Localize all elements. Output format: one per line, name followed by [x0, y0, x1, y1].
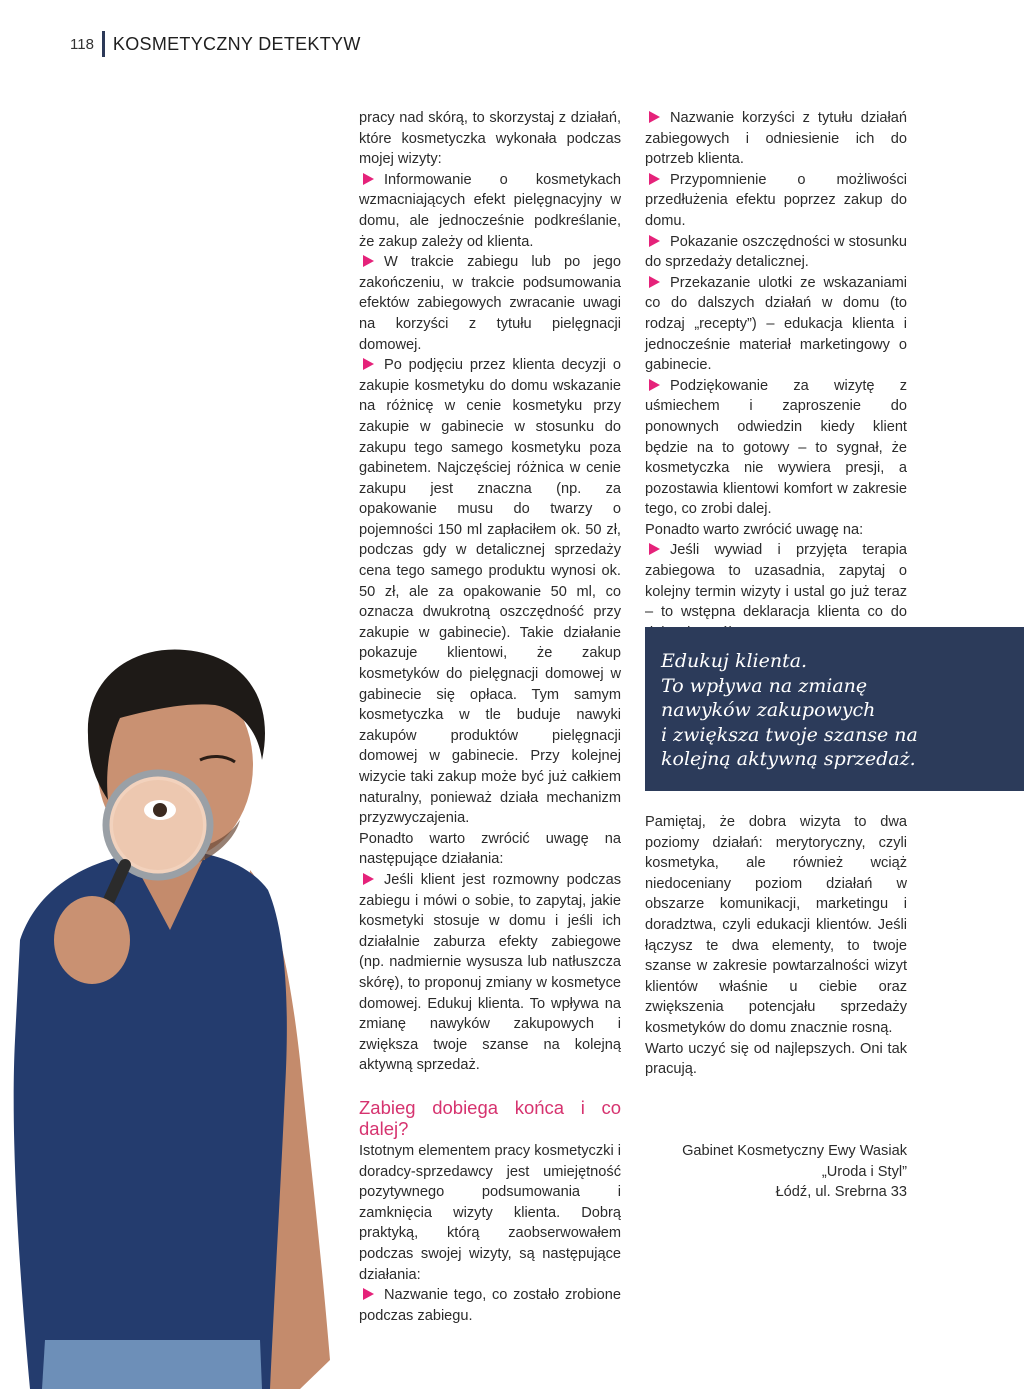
paragraph: Warto uczyć się od najlepszych. Oni tak pracują.	[645, 1040, 907, 1078]
page-number: 118	[70, 35, 94, 53]
signature-line: Gabinet Kosmetyczny Ewy Wasiak	[682, 1143, 907, 1159]
bullet-triangle-icon	[649, 379, 660, 391]
bullet-triangle-icon	[363, 358, 374, 370]
pull-quote-box	[645, 627, 1024, 791]
pull-quote: Edukuj klienta. To wpływa na zmianę nawyków zakupowych i zwiększa twoje szanse na kolejną aktywną sprzedaż.	[661, 650, 918, 770]
signature-line: Łódź, ul. Srebrna 33	[775, 1184, 907, 1201]
bullet-item: Przekazanie ulotki ze wskazaniami co do dalszych działań w domu (to rodzaj „recepty”) – edukacja klienta i jednocześnie materiał marketingowy o gabinecie.	[645, 274, 907, 374]
bullet-item: W trakcie zabiegu lub po jego zakończeniu, w trakcie podsumowania efektów zabiegowych zwracanie uwagi na korzyści z tytułu pielęgnacji domowej.	[359, 254, 621, 353]
signature-line: „Uroda i Styl”	[821, 1163, 907, 1180]
bullet-item: Nazwanie tego, co zostało zrobione podczas zabiegu.	[359, 1287, 621, 1324]
section-body	[359, 1141, 621, 1326]
bullet-item: Pokazanie oszczędności w stosunku do sprzedaży detalicznej.	[645, 233, 907, 271]
bullet-item: Podziękowanie za wizytę z uśmiechem i zaproszenie do ponownych odwiedzin kiedy klient będzie na to gotowy – to sygnał, że kosmetyczka nie wywiera presji, a pozostawia klientowi komfort w zakresie tego, co zrobi dalej.	[645, 377, 907, 518]
signature-block	[645, 1141, 907, 1203]
page-header	[70, 30, 361, 58]
bullet-item: Informowanie o kosmetykach wzmacniających efekt pielęgnacyjny w domu, ale jednocześnie podkreślanie, że zakup zależy od klienta.	[359, 171, 621, 250]
bullet-triangle-icon	[363, 255, 374, 267]
right-column-lower	[645, 812, 907, 1080]
bullet-triangle-icon	[649, 276, 660, 288]
bullet-triangle-icon	[363, 873, 374, 885]
bullet-item: Nazwanie korzyści z tytułu działań zabiegowych i odniesienie ich do potrzeb klienta.	[645, 110, 907, 168]
bullet-item: Po podjęciu przez klienta decyzji o zakupie kosmetyku do domu wskazanie na różnicę w cenie kosmetyku przy zakupie w gabinecie w stosunku do zakupu tego samego kosmetyku poza gabinetem. Najczęściej różnica w cenie zakupu jest znaczna (np. za opakowanie musu do twarzy o pojemności 150 ml zapłaciłem ok. 50 zł, podczas gdy w detalicznej sprzedaży cena tego samego produktu wynosi ok. 50 zł, ale za opakowanie 50 ml, co oznacza dwukrotną oszczędność przy zakupie w gabinecie). Takie działanie pokazuje klientowi, że zakup kosmetyków do pielęgnacji domowej w gabinecie się opłaca. Tym samym kosmetyczka w tle buduje nawyki zakupów produktów pielęgnacji domowej w gabinecie. Przy kolejnej wizycie taki zakup może być już całkiem naturalny, ponieważ działa mechanizm przyzwyczajenia.	[359, 357, 621, 827]
paragraph: Ponadto warto zwrócić uwagę na:	[645, 521, 864, 538]
section-heading: Zabieg dobiega końca i co dalej?	[359, 1097, 621, 1139]
bullet-triangle-icon	[649, 111, 660, 123]
header-divider	[102, 31, 105, 57]
left-column	[359, 108, 621, 1076]
paragraph: Ponadto warto zwrócić uwagę na następujące działania:	[359, 830, 621, 868]
paragraph: Pamiętaj, że dobra wizyta to dwa poziomy działań: merytoryczny, czyli kosmetyka, ale również wciąż niedoceniany poziom działań w obszarze komunikacji, marketingu i doradztwa, czyli edukacji klientów. Jeśli łączysz te dwa elementy, to twoje szanse w zakresie powtarzalności wizyt klientów właśnie u ciebie oraz zwiększenia potencjału sprzedaży kosmetyków do domu znacznie rosną.	[645, 814, 907, 1036]
right-column	[645, 108, 907, 643]
bullet-triangle-icon	[363, 1288, 374, 1300]
man-with-magnifier-photo	[0, 640, 340, 1389]
bullet-item: Jeśli wywiad i przyjęta terapia zabiegowa to uzasadnia, zapytaj o kolejny termin wizyty i ustal go już teraz – to wstępna deklaracja klienta co do	[645, 542, 907, 621]
bullet-triangle-icon	[649, 235, 660, 247]
paragraph: Istotnym elementem pracy kosmetyczki i doradcy-sprzedawcy jest umiejętność pozytywnego podsumowania i zamknięcia wizyty klienta. Dobrą praktyką, którą zaobserwowałem podczas swojej wizyty, są następujące działania:	[359, 1143, 621, 1283]
bullet-triangle-icon	[649, 173, 660, 185]
section-title: KOSMETYCZNY DETEKTYW	[112, 33, 361, 54]
paragraph: pracy nad skórą, to skorzystaj z działań, które kosmetyczka wykonała podczas mojej wizyty:	[359, 110, 621, 168]
bullet-item: Przypomnienie o możliwości przedłużenia efektu poprzez zakup do domu.	[645, 171, 907, 229]
bullet-triangle-icon	[363, 173, 374, 185]
bullet-item: Jeśli klient jest rozmowny podczas zabiegu i mówi o sobie, to zapytaj, jakie kosmetyki stosuje w domu i jeśli ich działalnie zaburza efekty zabiegowe (np. nadmiernie wysusza lub natłuszcza skórę), to proponuj zmiany w kosmetyce domowej. Edukuj klienta. To wpływa na zmianę nawyków zakupowych i zwiększa twoje szanse na kolejną aktywną sprzedaż.	[359, 871, 621, 1074]
bullet-triangle-icon	[649, 543, 660, 555]
